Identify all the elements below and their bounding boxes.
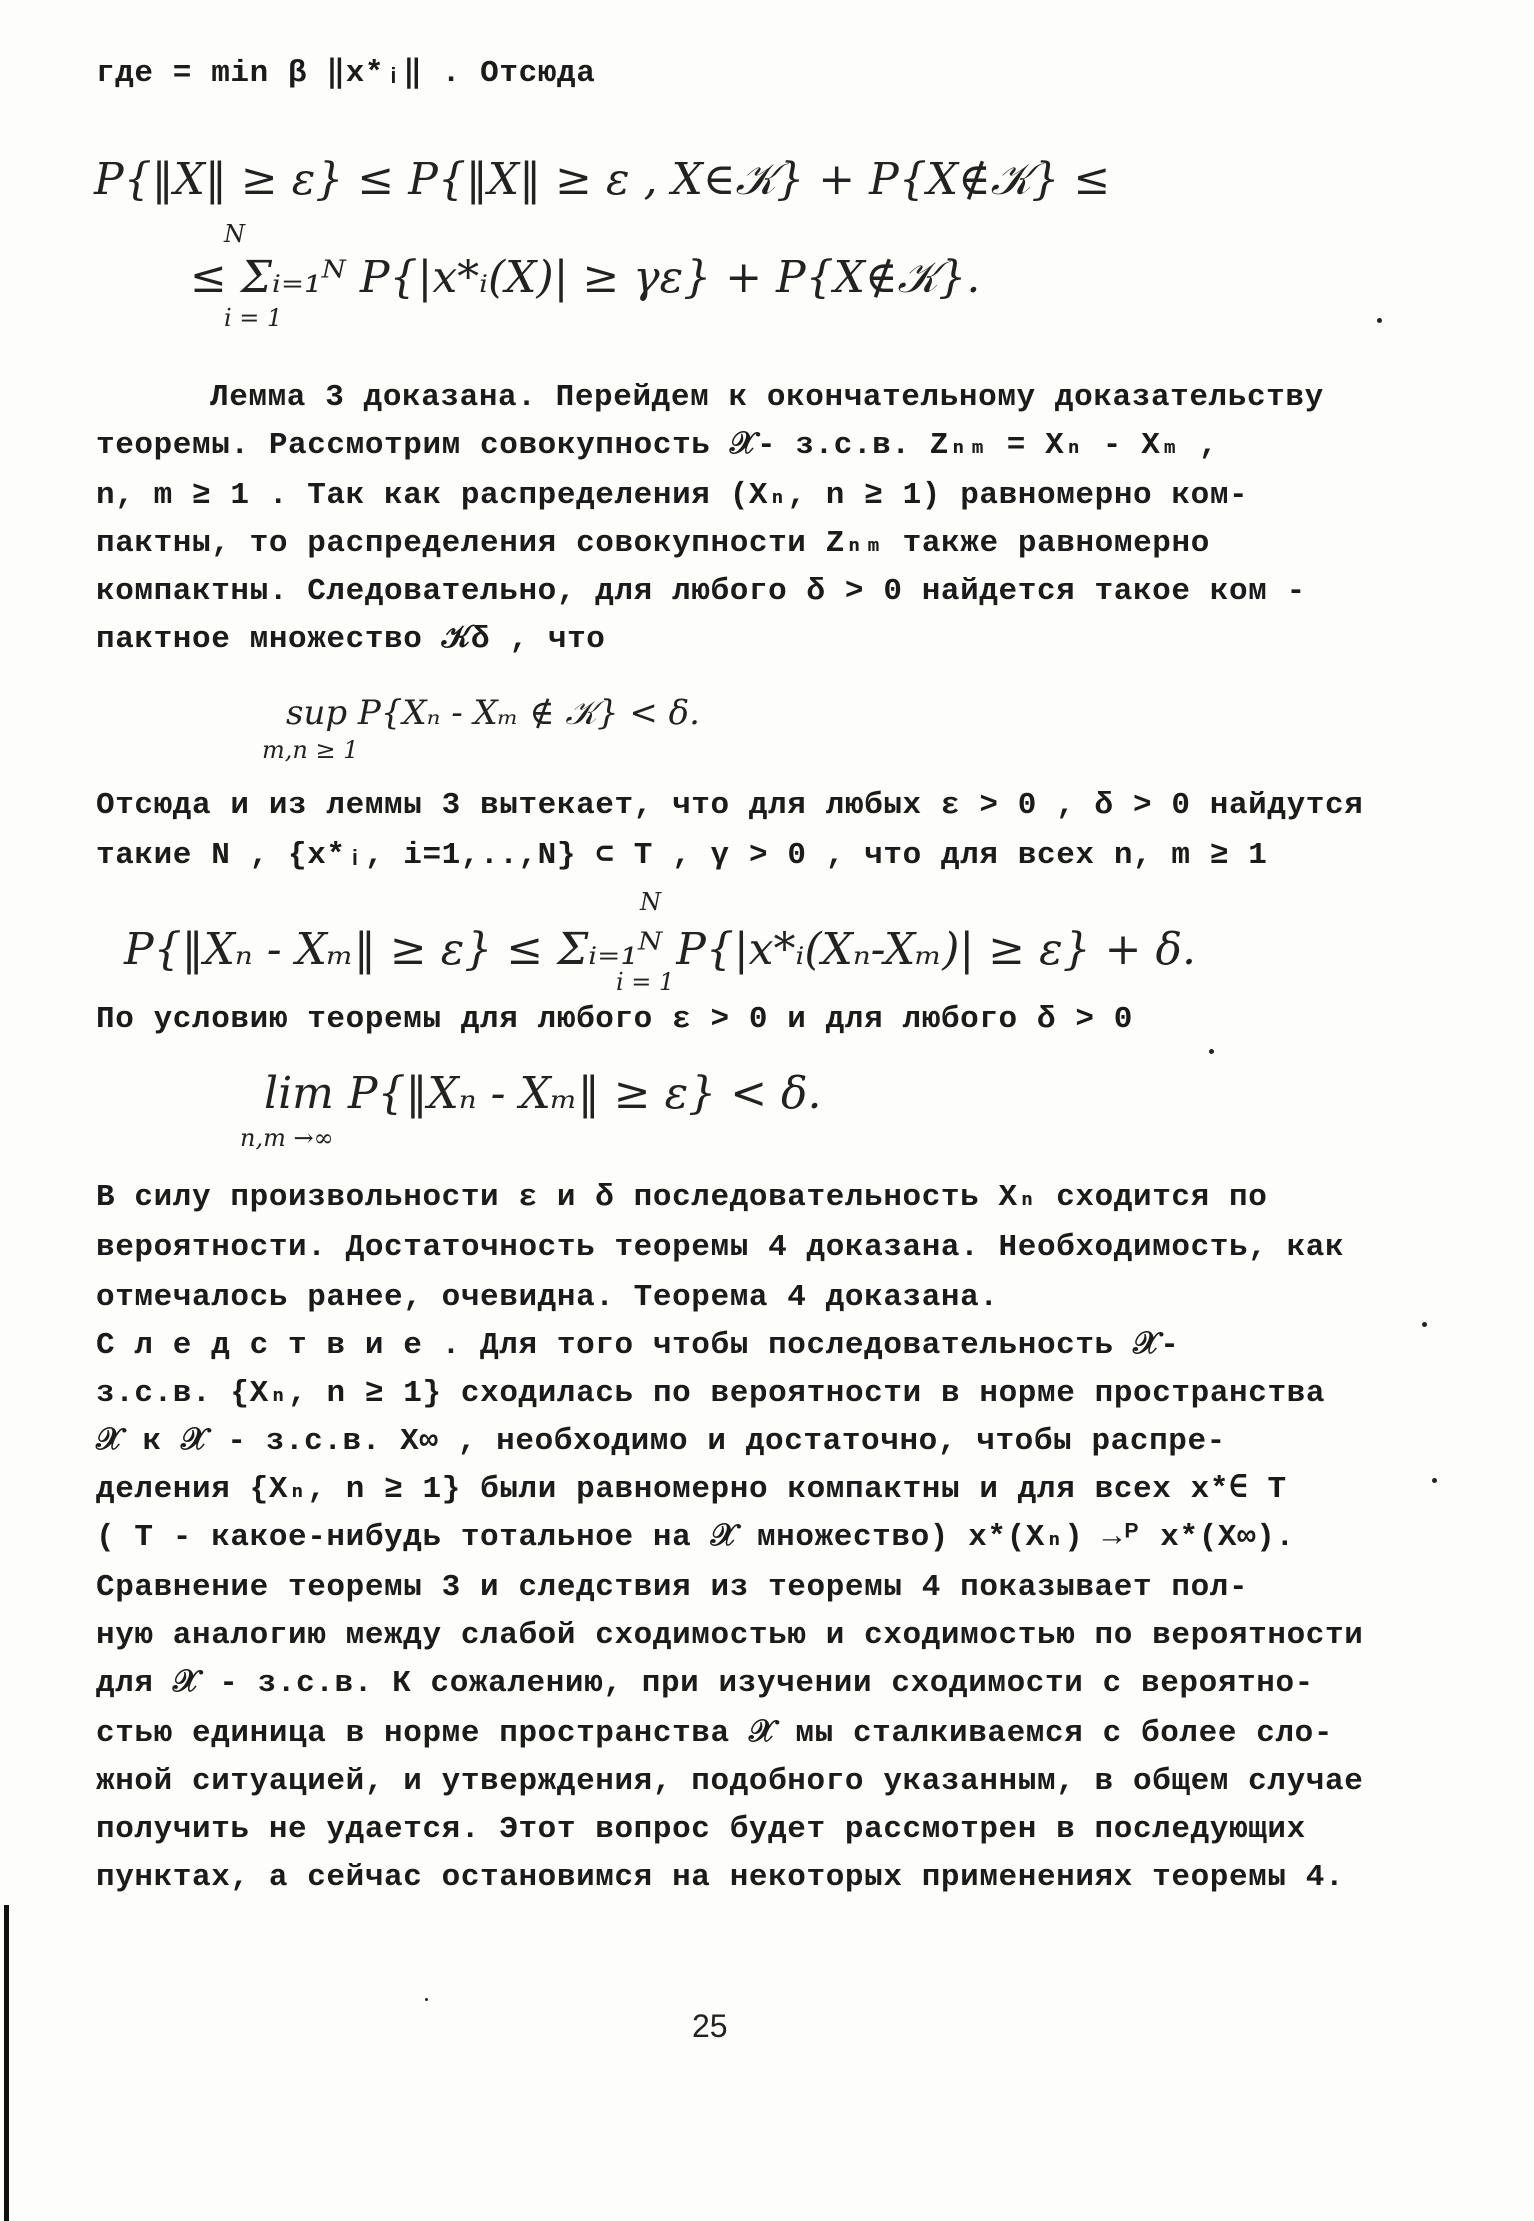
- text-line: Лемма 3 доказана. Перейдем к окончательному доказательству: [210, 380, 1324, 415]
- text-line: такие N , {x*ᵢ, i=1,..,N} ⊂ T , γ > 0 , что для всех n, m ≥ 1: [96, 838, 1268, 873]
- sup-limits: m,n ≥ 1: [262, 736, 359, 764]
- text-line: жной ситуацией, и утверждения, подобного указанным, в общем случае: [96, 1764, 1364, 1799]
- text-line: получить не удается. Этот вопрос будет рассмотрен в последующих: [96, 1812, 1306, 1847]
- sum-lower-limit: i = 1: [616, 968, 675, 996]
- text-line: 𝒳 к 𝒳 - з.с.в. X∞ , необходимо и достаточно, чтобы распре-: [96, 1424, 1226, 1459]
- text-line: теоремы. Рассмотрим совокупность 𝒳- з.с.в. Zₙₘ = Xₙ - Xₘ ,: [96, 428, 1219, 463]
- formula: ≤ Σᵢ₌₁ᴺ P{|x*ᵢ(X)| ≥ γε} + P{X∉𝒦}.: [190, 252, 981, 303]
- text-line: для 𝒳 - з.с.в. К сожалению, при изучении сходимости с вероятно-: [96, 1666, 1314, 1701]
- text-line: отмечалось ранее, очевидна. Теорема 4 доказана.: [96, 1280, 999, 1315]
- sum-upper-limit: N: [640, 888, 661, 916]
- text-line: где = min β ‖x*ᵢ‖ . Отсюда: [96, 56, 596, 91]
- text-line: Отсюда и из леммы 3 вытекает, что для любых ε > 0 , δ > 0 найдутся: [96, 788, 1364, 823]
- text-line: n, m ≥ 1 . Так как распределения (Xₙ, n ≥ 1) равномерно ком-: [96, 478, 1249, 513]
- text-line: пунктах, а сейчас остановимся на некоторых применениях теоремы 4.: [96, 1860, 1345, 1895]
- formula: lim P{‖Xₙ - Xₘ‖ ≥ ε} < δ.: [264, 1068, 822, 1119]
- formula: P{‖X‖ ≥ ε} ≤ P{‖X‖ ≥ ε , X∈𝒦} + P{X∉𝒦} ≤: [94, 154, 1111, 205]
- text-line: вероятности. Достаточность теоремы 4 доказана. Необходимость, как: [96, 1230, 1345, 1265]
- scan-speck: [1422, 1322, 1427, 1327]
- text-line: По условию теоремы для любого ε > 0 и для любого δ > 0: [96, 1002, 1133, 1037]
- scan-speck: [1209, 1049, 1214, 1054]
- text-line: В силу произвольности ε и δ последовательность Xₙ сходится по: [96, 1180, 1268, 1215]
- text-line: деления {Xₙ, n ≥ 1} были равномерно компактны и для всех x*∈ T: [96, 1472, 1287, 1507]
- text-line: Сравнение теоремы 3 и следствия из теоремы 4 показывает пол-: [96, 1570, 1249, 1605]
- scan-speck: [1432, 1478, 1437, 1483]
- scan-speck: [425, 1998, 428, 2001]
- text-line: ( T - какое-нибудь тотальное на 𝒳 множество) x*(Xₙ) →ᴾ x*(X∞).: [96, 1520, 1295, 1555]
- text-line: ную аналогию между слабой сходимостью и сходимостью по вероятности: [96, 1618, 1364, 1653]
- text-line: стью единица в норме пространства 𝒳 мы сталкиваемся с более сло-: [96, 1716, 1334, 1751]
- text-line: з.с.в. {Xₙ, n ≥ 1} сходилась по вероятности в норме пространства: [96, 1376, 1326, 1411]
- text-line: компактны. Следовательно, для любого δ > 0 найдется такое ком -: [96, 574, 1306, 609]
- formula: P{‖Xₙ - Xₘ‖ ≥ ε} ≤ Σᵢ₌₁ᴺ P{|x*ᵢ(Xₙ-Xₘ)| ≥ ε} + δ.: [124, 924, 1197, 975]
- scan-speck: [1377, 318, 1382, 323]
- text-line: С л е д с т в и е . Для того чтобы последовательность 𝒳-: [96, 1328, 1180, 1363]
- page-number: 25: [692, 2008, 728, 2044]
- sum-lower-limit: i = 1: [224, 304, 283, 332]
- sum-upper-limit: N: [224, 220, 245, 248]
- text-line: пактны, то распределения совокупности Zₙₘ также равномерно: [96, 526, 1210, 561]
- text-line: пактное множество 𝒦δ , что: [96, 622, 606, 657]
- formula: sup P{Xₙ - Xₘ ∉ 𝒦} < δ.: [286, 693, 700, 733]
- scan-margin-rule: [4, 1905, 9, 2221]
- lim-limits: n,m →∞: [240, 1124, 334, 1152]
